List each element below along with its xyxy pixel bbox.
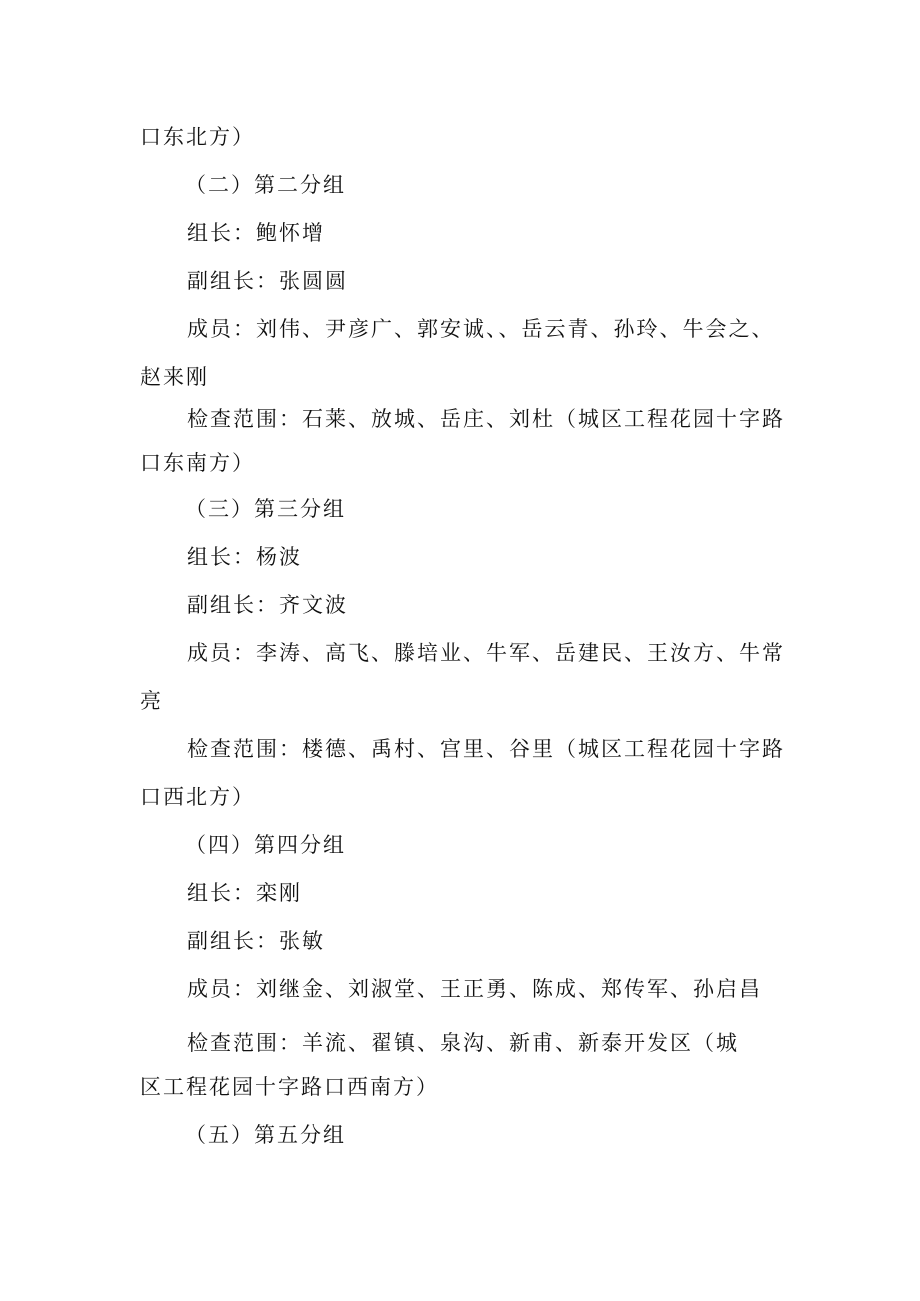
group-3-deputy-leader: 副组长：齐文波: [187, 593, 348, 617]
group-3-inspection-scope-continued: 口西北方）: [140, 785, 255, 809]
group-4-leader: 组长：栾刚: [187, 881, 302, 905]
group-2-inspection-scope-continued: 口东南方）: [140, 451, 255, 475]
text-line-continuation: 口东北方）: [140, 125, 255, 149]
group-4-members: 成员：刘继金、刘淑堂、王正勇、陈成、郑传军、孙启昌: [187, 977, 762, 1001]
group-4-inspection-scope-continued: 区工程花园十字路口西南方）: [140, 1075, 439, 1099]
group-3-inspection-scope: 检查范围：楼德、禹村、宫里、谷里（城区工程花园十字路: [187, 737, 785, 761]
group-2-members: 成员：刘伟、尹彦广、郭安诚、、岳云青、孙玲、牛会之、: [187, 317, 775, 341]
group-2-members-continued: 赵来刚: [140, 365, 209, 389]
group-2-inspection-scope: 检查范围：石莱、放城、岳庄、刘杜（城区工程花园十字路: [187, 407, 785, 431]
group-4-inspection-scope: 检查范围：羊流、翟镇、泉沟、新甫、新泰开发区（城: [187, 1031, 739, 1055]
group-4-deputy-leader: 副组长：张敏: [187, 929, 325, 953]
group-3-members: 成员：李涛、高飞、滕培业、牛军、岳建民、王汝方、牛常: [187, 641, 785, 665]
group-2-deputy-leader: 副组长：张圆圆: [187, 269, 348, 293]
group-3-members-continued: 亮: [140, 689, 163, 713]
section-heading-group-5: （五）第五分组: [185, 1123, 346, 1147]
section-heading-group-3: （三）第三分组: [185, 497, 346, 521]
section-heading-group-4: （四）第四分组: [185, 833, 346, 857]
group-3-leader: 组长：杨波: [187, 545, 302, 569]
group-2-leader: 组长：鲍怀增: [187, 221, 325, 245]
section-heading-group-2: （二）第二分组: [185, 173, 346, 197]
